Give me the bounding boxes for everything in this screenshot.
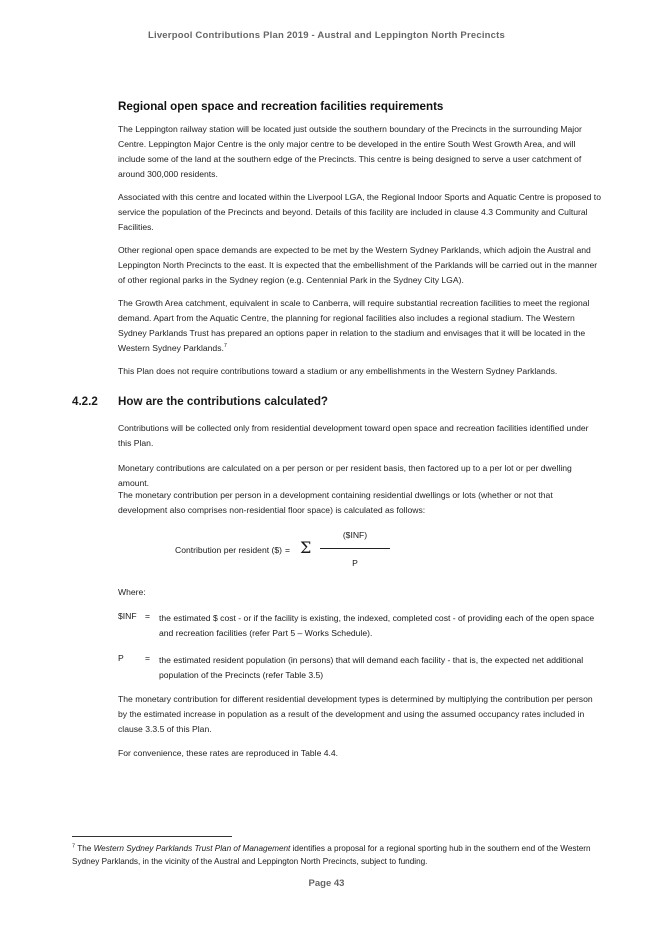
formula-label: Contribution per resident ($) [175,545,282,555]
footnote [72,842,602,868]
formula-numerator: ($INF) [342,530,368,540]
footnote-document-title: Western Sydney Parklands Trust Plan of Management [93,844,291,853]
closing-paragraph-1: The monetary contribution for different residential development types is determined by multiplying the contribution per person by the estimated increase in population as a result of the development and using the assumed occupancy rates included in clause 3.3.5 of this Plan. [118,694,593,734]
definition-term: P [118,653,124,663]
footnote-number: 7 [72,843,76,850]
closing-paragraph-2: For convenience, these rates are reproduced in Table 4.4. [118,748,339,758]
fraction-line [320,548,390,549]
regional-paragraph-5: This Plan does not require contributions toward a stadium or any embellishments in the Western Sydney Parklands. [118,366,558,376]
running-header: Liverpool Contributions Plan 2019 - Austral and Leppington North Precincts [147,30,505,41]
regional-paragraph-3: Other regional open space demands are expected to be met by the Western Sydney Parklands, which adjoin the Austral and Leppington North Precincts to the east. It is expected that the embellishment of the Parklands will be carried out in the manner of other regional parks in the Sydney region (e.g. Centennial Park in the Sydney City LGA). [118,245,598,285]
section-paragraph-1: Contributions will be collected only from residential development toward open space and recreation facilities identified under this Plan. [118,423,589,448]
regional-paragraph-4 [118,296,602,356]
where-label: Where: [118,587,146,597]
definition-equals: = [145,611,151,621]
definition-text: the estimated resident population (in persons) that will demand each facility - that is, the expected net additional population of the Precincts (refer Table 3.5) [159,655,584,680]
regional-paragraph-4-text: The Growth Area catchment, equivalent in scale to Canberra, will require substantial recreation facilities to meet the regional demand. Apart from the Aquatic Centre, the planning for regional facilities also includes a regional stadium. The Western Sydney Parklands Trust has prepared an options paper in relation to the stadium and envisages that it will be located in the Western Sydney Parklands. [118,298,590,353]
formula-denominator: P [352,558,358,568]
footnote-text-start: The [75,844,94,853]
sigma-symbol: Σ [300,538,312,557]
definition-text: the estimated $ cost - or if the facility is existing, the indexed, completed cost - of providing each of the open space and recreation facilities (refer Part 5 – Works Schedule). [159,613,595,638]
section-title: How are the contributions calculated? [118,395,329,408]
section-paragraph-2: Monetary contributions are calculated on a per person or per resident basis, then factored up to a per lot or per dwelling amount. [118,463,572,488]
page-number: Page 43 [308,878,345,889]
formula-equals: = [285,545,291,555]
regional-paragraph-1: The Leppington railway station will be located just outside the southern boundary of the Precincts in the surrounding Major Centre. Leppington Major Centre is the only major centre to be developed in the entire South West Growth Area, and will include some of the land at the southern edge of the Precincts. This centre is being designed to serve a user catchment of around 300,000 residents. [118,124,582,179]
footnote-reference[interactable]: 7 [223,343,227,350]
regional-heading: Regional open space and recreation facilities requirements [118,100,444,113]
definition-equals: = [145,653,151,663]
section-paragraph-3: The monetary contribution per person in a development containing residential dwellings or lots (whether or not that development also comprises non-residential floor space) is calculated as follows: [118,490,553,515]
footnote-separator [72,836,232,837]
definition-term: $INF [118,611,137,621]
regional-paragraph-2: Associated with this centre and located within the Liverpool LGA, the Regional Indoor Sports and Aquatic Centre is proposed to service the population of the Precincts and beyond. Details of this facility are included in clause 4.3 Community and Cultural Facilities. [118,192,601,232]
footnote-text-end: identifies a proposal for a regional sporting hub in the southern end of the Western Sydney Parklands, in the vicinity of the Austral and Leppington North Precincts, subject to funding. [72,844,591,866]
section-number: 4.2.2 [72,395,98,408]
